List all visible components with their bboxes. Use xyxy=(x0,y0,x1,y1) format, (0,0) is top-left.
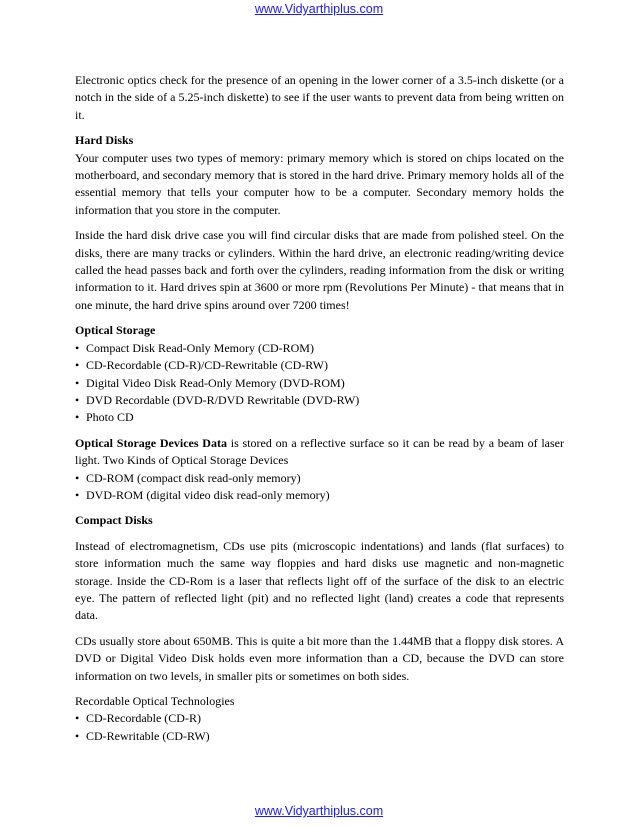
optical-devices-section xyxy=(75,435,564,505)
list-item: • CD-Rewritable (CD-RW) xyxy=(75,728,564,745)
recordable-heading: Recordable Optical Technologies xyxy=(75,694,235,708)
optical-storage-list xyxy=(75,340,564,427)
hard-disks-paragraph-1: Your computer uses two types of memory: primary memory which is stored on chips located on the motherboard, and secondary memory that is stored in the hard drive. Primary memory holds all of the essential memory that tells your computer how to be a computer. Secondary memory holds the information that you store in the computer. xyxy=(75,150,564,217)
compact-disks-heading: Compact Disks xyxy=(75,513,153,528)
compact-disks-paragraph-2: CDs usually store about 650MB. This is quite a bit more than the 1.44MB that a floppy disk stores. A DVD or Digital Video Disk holds even more information than a CD, because the DVD can store information on two levels, in smaller pits or sometimes on both sides. xyxy=(75,633,564,683)
optical-devices-list xyxy=(75,470,564,505)
footer-site-link[interactable]: www.Vidyarthiplus.com xyxy=(254,804,384,818)
optical-devices-paragraph xyxy=(75,435,564,470)
list-item: • CD-Recordable (CD-R)/CD-Rewritable (CD-RW) xyxy=(75,357,564,374)
document-body xyxy=(75,72,564,745)
list-item: • Compact Disk Read-Only Memory (CD-ROM) xyxy=(75,340,564,357)
list-item: • Photo CD xyxy=(75,409,564,426)
recordable-section xyxy=(75,693,564,745)
header-site-link[interactable]: www.Vidyarthiplus.com xyxy=(254,2,384,16)
list-item: • DVD Recordable (DVD-R/DVD Rewritable (DVD-RW) xyxy=(75,392,564,409)
list-item: • CD-ROM (compact disk read-only memory) xyxy=(75,470,564,487)
hard-disks-section xyxy=(75,132,564,314)
list-item: • DVD-ROM (digital video disk read-only memory) xyxy=(75,487,564,504)
intro-paragraph: Electronic optics check for the presence of an opening in the lower corner of a 3.5-inch diskette (or a notch in the side of a 5.25-inch diskette) to see if the user wants to prevent data from being written on it. xyxy=(75,73,564,122)
hard-disks-paragraph-2: Inside the hard disk drive case you will find circular disks that are made from polished steel. On the disks, there are many tracks or cylinders. Within the hard drive, an electronic reading/writing device called the head passes back and forth over the cylinders, reading information from the disk or writing information to it. Hard drives spin at 3600 or more rpm (Revolutions Per Minute) - that means that in one minute, the hard drive spins around over 7200 times! xyxy=(75,228,564,312)
compact-disks-paragraph-1: Instead of electromagnetism, CDs use pits (microscopic indentations) and lands (flat surfaces) to store information much the same way floppies and hard disks use magnetic and non-magnetic storage. Inside the CD-Rom is a laser that reflects light off of the surface of the disk to an electric eye. The pattern of reflected light (pit) and no reflected light (land) creates a code that represents data. xyxy=(75,538,564,623)
list-item: • CD-Recordable (CD-R) xyxy=(75,710,564,727)
list-item: • Digital Video Disk Read-Only Memory (DVD-ROM) xyxy=(75,375,564,392)
optical-storage-section xyxy=(75,322,564,426)
hard-disks-heading: Hard Disks xyxy=(75,133,134,148)
optical-devices-text: is stored on a reflective surface so it can be read by a beam of laser light. Two Kinds of Optical Storage Devices xyxy=(75,435,564,468)
optical-storage-heading: Optical Storage xyxy=(75,323,156,338)
compact-disks-section xyxy=(75,512,564,685)
recordable-list xyxy=(75,710,564,745)
optical-devices-heading: Optical Storage Devices Data xyxy=(75,435,227,450)
